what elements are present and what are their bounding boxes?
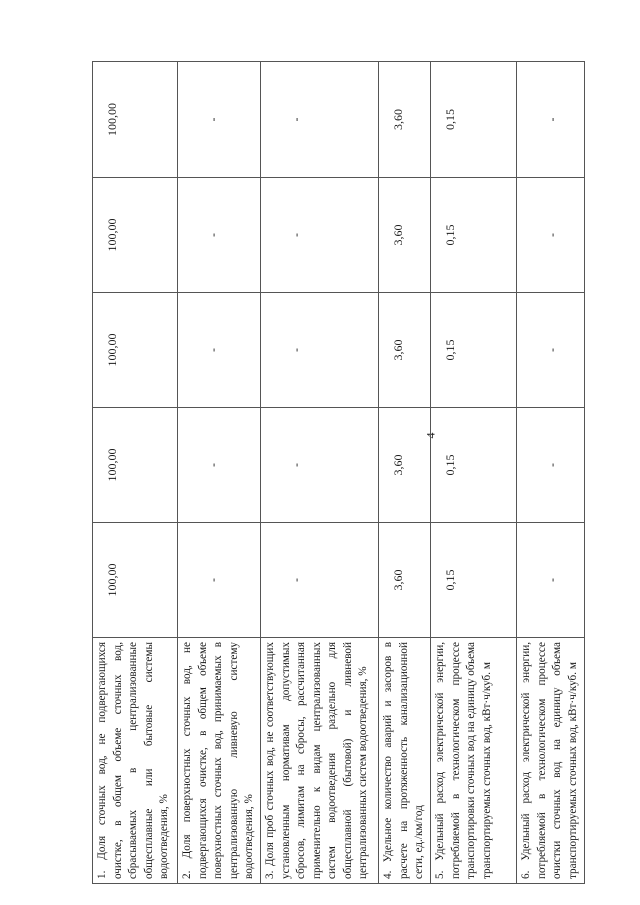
value-cell: - bbox=[178, 178, 261, 293]
rotated-table-container bbox=[92, 62, 579, 884]
value-cell: - bbox=[517, 178, 585, 293]
value-cell: 0,15 bbox=[431, 523, 517, 638]
value-cell: 100,00 bbox=[93, 178, 178, 293]
page-number: 4 bbox=[423, 432, 438, 439]
value-cell: - bbox=[517, 293, 585, 408]
value-cell: 100,00 bbox=[93, 293, 178, 408]
value-cell: 0,15 bbox=[431, 408, 517, 523]
value-cell: 100,00 bbox=[93, 523, 178, 638]
value-cell: 0,15 bbox=[431, 62, 517, 178]
table-row bbox=[261, 62, 379, 884]
value-cell: - bbox=[178, 408, 261, 523]
value-cell: 100,00 bbox=[93, 408, 178, 523]
table-row bbox=[379, 62, 431, 884]
value-cell: 3,60 bbox=[379, 293, 431, 408]
indicator-name: 3. Доля проб сточных вод, не соответствующих установленным нормативам допустимых сбросов, лимитам на сбросы, рассчитанная применительно к видам централизованных систем водоотведения раздельно для общесплавной (бытовой) и ливневой централизованных систем водоотведения, % bbox=[261, 638, 379, 884]
value-cell: 0,15 bbox=[431, 178, 517, 293]
indicator-name: 1. Доля сточных вод, не подвергающихся очистке, в общем объеме сточных вод, сбрасываемых в централизованные общесплавные или бытовые системы водоотведения, % bbox=[93, 638, 178, 884]
table-row bbox=[517, 62, 585, 884]
value-cell: - bbox=[178, 293, 261, 408]
value-cell: 100,00 bbox=[93, 62, 178, 178]
value-cell: - bbox=[178, 523, 261, 638]
value-cell: 3,60 bbox=[379, 178, 431, 293]
value-cell: - bbox=[261, 62, 379, 178]
value-cell: - bbox=[261, 293, 379, 408]
value-cell: 3,60 bbox=[379, 408, 431, 523]
value-cell: - bbox=[178, 62, 261, 178]
value-cell: 3,60 bbox=[379, 523, 431, 638]
indicator-name: 4. Удельное количество аварий и засоров в расчете на протяженность канализационной сети, ед./км/год bbox=[379, 638, 431, 884]
value-cell: - bbox=[517, 62, 585, 178]
table-row bbox=[178, 62, 261, 884]
value-cell: - bbox=[261, 408, 379, 523]
value-cell: - bbox=[517, 523, 585, 638]
value-cell: 3,60 bbox=[379, 62, 431, 178]
value-cell: - bbox=[261, 178, 379, 293]
indicators-table bbox=[92, 61, 585, 884]
value-cell: - bbox=[261, 523, 379, 638]
indicator-name: 2. Доля поверхностных сточных вод, не подвергающихся очистке, в общем объеме поверхностных сточных вод, принимаемых в централизованную ливневую систему водоотведения, % bbox=[178, 638, 261, 884]
table-row bbox=[93, 62, 178, 884]
indicator-name: 5. Удельный расход электрической энергии, потребляемой в технологическом процессе транспортировки сточных вод на единицу объема транспортируемых сточных вод, кВт·ч/куб. м bbox=[431, 638, 517, 884]
value-cell: - bbox=[517, 408, 585, 523]
table-row bbox=[431, 62, 517, 884]
value-cell: 0,15 bbox=[431, 293, 517, 408]
indicator-name: 6. Удельный расход электрической энергии, потребляемой в технологическом процессе очистки сточных вод на единицу объема транспортируемых сточных вод, кВт·ч/куб. м bbox=[517, 638, 585, 884]
